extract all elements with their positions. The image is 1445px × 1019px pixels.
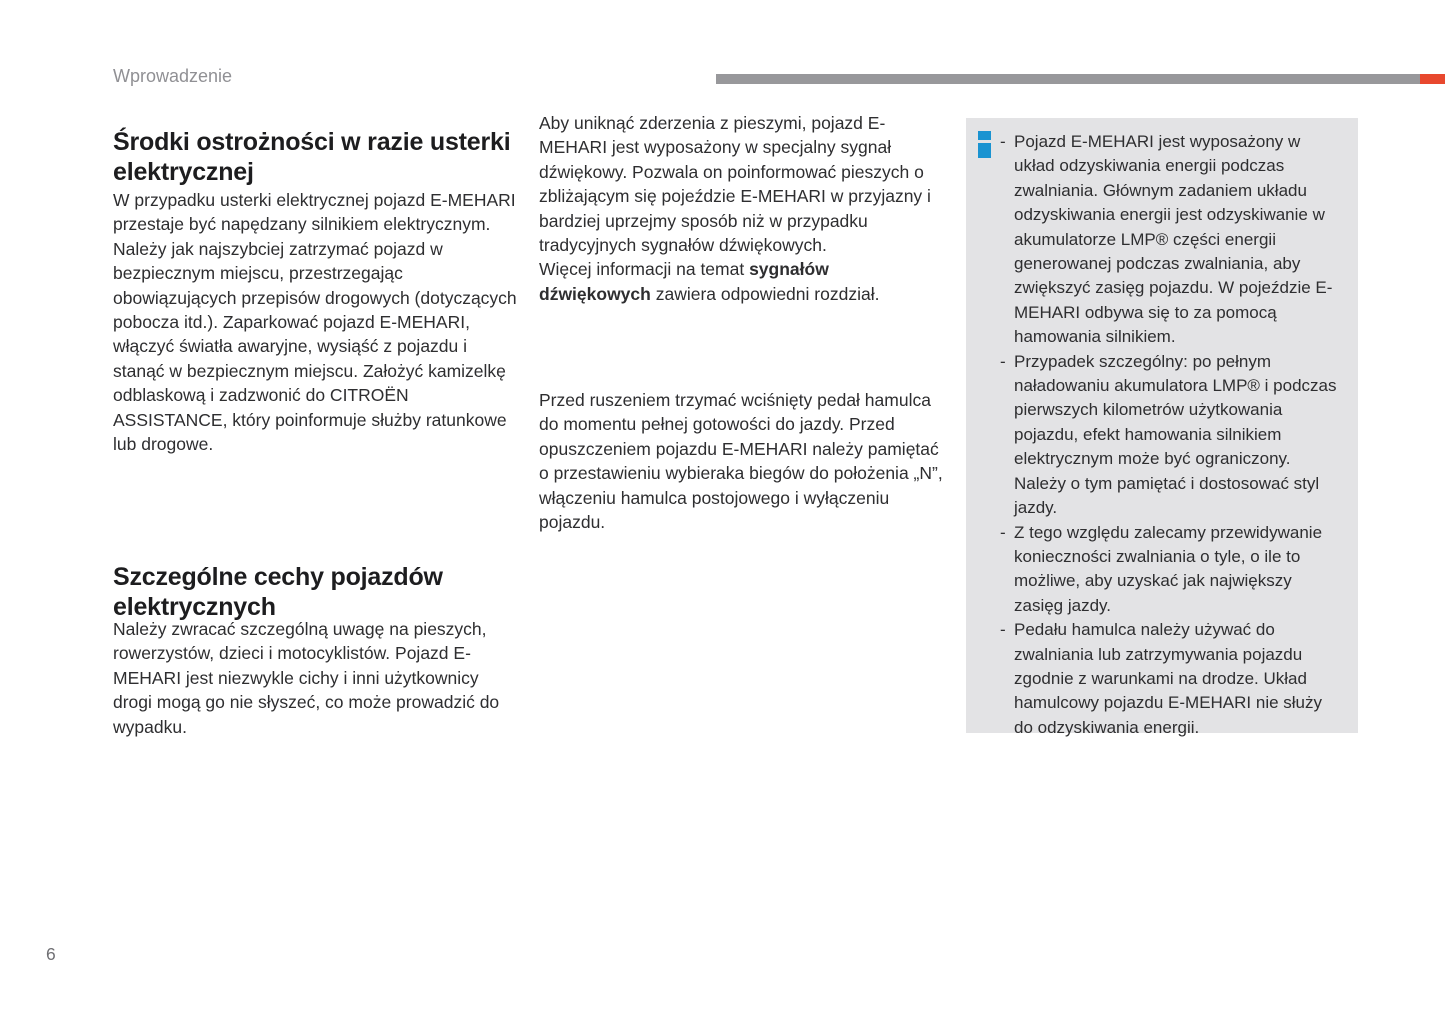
- list-item-text: Przypadek szczególny: po pełnym naładowaniu akumulatora LMP® i podczas pierwszych kilometrów użytkowania pojazdu, efekt hamowania silnikiem elektrycznym może być ograniczony. Należy o tym pamiętać i dostosować styl jazdy.: [1014, 351, 1337, 518]
- info-list: [1000, 130, 1344, 740]
- list-item: [1000, 130, 1344, 350]
- list-item-dash: -: [1000, 351, 1006, 371]
- paragraph-vehicle-quietness: [113, 617, 517, 739]
- info-box: [966, 118, 1358, 737]
- list-item: [1000, 350, 1344, 521]
- paragraph-text: Należy zwracać szczególną uwagę na pieszych, rowerzystów, dzieci i motocyklistów. Pojazd E-MEHARI jest niezwykle cichy i inni użytkownicy drogi mogą go nie słyszeć, co może prowadzić do wypadku.: [113, 619, 500, 737]
- paragraph-text: Aby uniknąć zderzenia z pieszymi, pojazd E-MEHARI jest wyposażony w specjalny sygnał dźwiękowy. Pozwala on poinformować pieszych o zbliżającym się pojeździe E-MEHARI w przyjazny i bardziej uprzejmy sposób niż w przypadku tradycyjnych sygnałów dźwiękowych.: [539, 113, 931, 256]
- paragraph-before-driving: [539, 388, 943, 534]
- list-item-dash: -: [1000, 620, 1006, 640]
- list-item-dash: -: [1000, 132, 1006, 151]
- list-item: [1000, 521, 1344, 619]
- more-info-suffix: zawiera odpowiedni rozdział.: [650, 283, 880, 304]
- page-number: 6: [46, 944, 56, 964]
- paragraph-electrical-fault: [113, 188, 517, 456]
- heading-electric-vehicle-features: Szczególne cechy pojazdów elektrycznych: [113, 562, 443, 622]
- info-icon-stem: [978, 143, 991, 158]
- list-item-dash: -: [1000, 522, 1006, 542]
- running-header: Wprowadzenie: [113, 66, 233, 86]
- list-item-text: Pedału hamulca należy używać do zwalniania lub zatrzymywania pojazdu zgodnie z warunkami na drodze. Układ hamulcowy pojazdu E-MEHARI nie służy do odzyskiwania energii.: [1014, 620, 1323, 737]
- info-icon-dot: [978, 131, 991, 140]
- paragraph-text: Przed ruszeniem trzymać wciśnięty pedał hamulca do momentu pełnej gotowości do jazdy. Przed opuszczeniem pojazdu E-MEHARI należy pamiętać o przestawieniu wybieraka biegów do położenia „N”, włączeniu hamulca postojowego i wyłączeniu pojazdu.: [539, 390, 943, 533]
- list-item-text: Z tego względu zalecamy przewidywanie konieczności zwalniania o tyle, o ile to możliwe, aby uzyskać jak największy zasięg jazdy.: [1014, 522, 1323, 615]
- paragraph-text: W przypadku usterki elektrycznej pojazd E-MEHARI przestaje być napędzany silnikiem elektrycznym. Należy jak najszybciej zatrzymać pojazd w bezpiecznym miejscu, przestrzegając obowiązujących przepisów drogowych (dotyczących pobocza itd.). Zaparkować pojazd E-MEHARI, włączyć światła awaryjne, wysiąść z pojazdu i stanąć w bezpiecznym miejscu. Założyć kamizelkę odblaskową i zadzwonić do CITROËN ASSISTANCE, który poinformuje służby ratunkowe lub drogowe.: [113, 190, 517, 455]
- list-item-text: Pojazd E-MEHARI jest wyposażony w układ odzyskiwania energii podczas zwalniania. Głównym zadaniem układu odzyskiwania energii jest odzyskiwanie w akumulatorze LMP® części energii generowanej podczas zwalniania, aby zwiększyć zasięg pojazdu. W pojeździe E-MEHARI odbywa się to za pomocą hamowania silnikiem.: [1014, 132, 1333, 347]
- section-progress-bar: [716, 74, 1445, 84]
- paragraph-pedestrian-horn: [539, 111, 943, 306]
- heading-electrical-fault-precautions: Środki ostrożności w razie usterki elektrycznej: [113, 127, 511, 187]
- list-item: [1000, 618, 1344, 740]
- paragraph-more-info: [539, 257, 943, 306]
- info-icon: [978, 131, 991, 158]
- section-progress-marker: [1420, 74, 1445, 84]
- more-info-prefix: Więcej informacji na temat: [539, 259, 750, 280]
- more-info-bold-term: sygnałów dźwiękowych: [539, 259, 829, 304]
